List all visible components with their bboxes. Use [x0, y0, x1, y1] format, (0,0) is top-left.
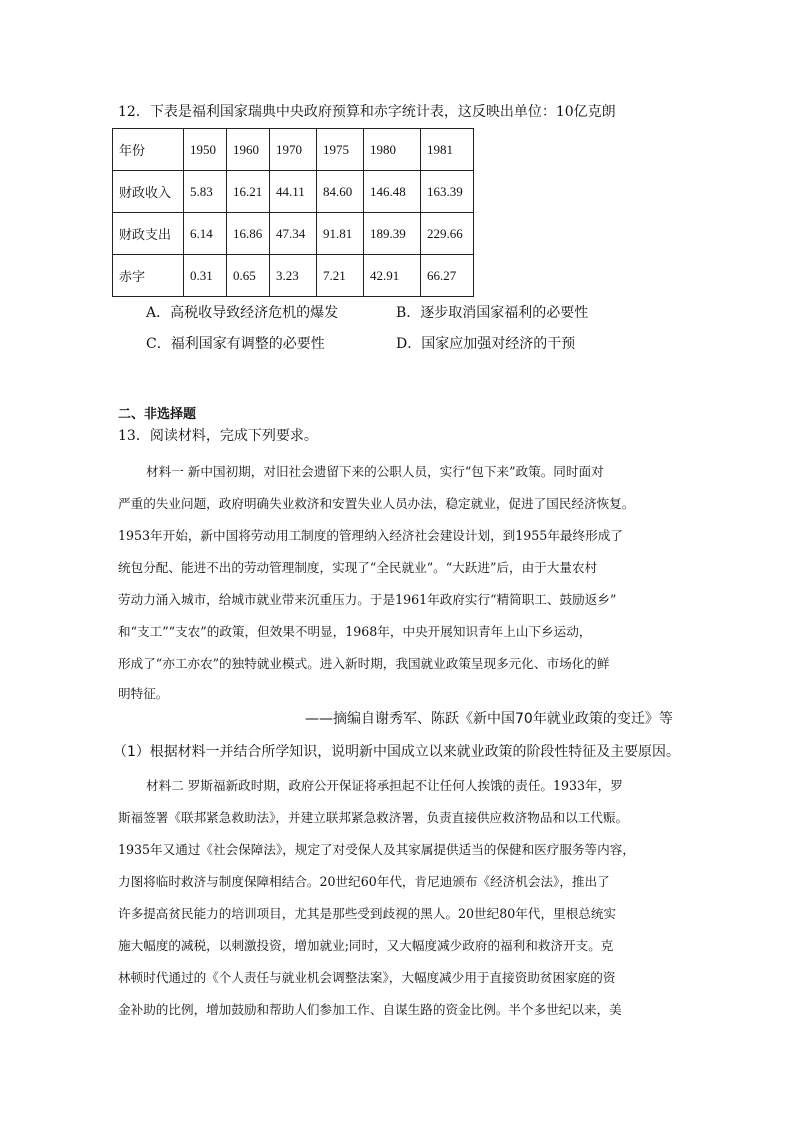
table-header-cell: 1950	[184, 129, 227, 171]
material-1-line: 严重的失业问题，政府明确失业救济和安置失业人员办法，稳定就业，促进了国民经济恢复。	[118, 496, 635, 511]
table-cell: 5.83	[184, 171, 227, 213]
table-cell: 7.21	[317, 255, 364, 297]
question-12-stem: 12．下表是福利国家瑞典中央政府预算和赤字统计表，这反映出单位：10亿克朗	[118, 104, 616, 120]
material-2-line: 施大幅度的减税，以刺激投资，增加就业;同时，又大幅度减少政府的福利和救济开支。克	[118, 938, 614, 953]
table-header-cell: 1980	[364, 129, 421, 171]
table-cell: 66.27	[421, 255, 474, 297]
table-cell: 42.91	[364, 255, 421, 297]
table-header-cell: 1981	[421, 129, 474, 171]
section-title: 二、非选择题	[118, 407, 197, 422]
material-2-line: 斯福签署《联邦紧急救助法》，并建立联邦紧急救济署，负责直接供应救济物品和以工代赈。	[118, 810, 629, 825]
material-2-line: 力图将临时救济与制度保障相结合。20世纪60年代，肯尼迪颁布《经济机会法》，推出了	[118, 874, 610, 889]
table-row	[113, 129, 474, 171]
table-row-label: 赤字	[113, 255, 184, 297]
sweden-budget-table	[112, 128, 474, 297]
option-d: D．国家应加强对经济的干预	[396, 336, 576, 352]
material-2-line: 1935年又通过《社会保障法》，规定了对受保人及其家属提供适当的保健和医疗服务等内容，	[118, 842, 635, 857]
table-header-cell: 1970	[270, 129, 317, 171]
material-2-line: 林顿时代通过的《个人责任与就业机会调整法案》，大幅度减少用于直接资助贫困家庭的资	[118, 970, 616, 985]
table-cell: 0.31	[184, 255, 227, 297]
table-cell: 84.60	[317, 171, 364, 213]
table-cell: 189.39	[364, 213, 421, 255]
table-row	[113, 255, 474, 297]
table-cell: 146.48	[364, 171, 421, 213]
material-1-line: 材料一 新中国初期，对旧社会遗留下来的公职人员，实行“包下来”政策。同时面对	[146, 464, 604, 479]
table-cell: 47.34	[270, 213, 317, 255]
table-header-cell: 1975	[317, 129, 364, 171]
option-c: C．福利国家有调整的必要性	[146, 336, 325, 352]
table-cell: 6.14	[184, 213, 227, 255]
table-row	[113, 213, 474, 255]
material-1-line: 劳动力涌入城市，给城市就业带来沉重压力。于是1961年政府实行“精简职工、鼓励返乡”	[118, 592, 617, 607]
source-attribution: ——摘编自谢秀军、陈跃《新中国70年就业政策的变迁》等	[305, 711, 673, 727]
table-cell: 16.21	[227, 171, 270, 213]
table-cell: 3.23	[270, 255, 317, 297]
table-cell: 16.86	[227, 213, 270, 255]
material-2-line: 许多提高贫民能力的培训项目，尤其是那些受到歧视的黑人。20世纪80年代，里根总统实	[118, 906, 617, 921]
table-row	[113, 171, 474, 213]
sub-question-1: （1）根据材料一并结合所学知识，说明新中国成立以来就业政策的阶段性特征及主要原因。	[113, 744, 680, 760]
option-a: A．高税收导致经济危机的爆发	[146, 305, 339, 321]
question-13-stem: 13．阅读材料，完成下列要求。	[118, 428, 318, 444]
table-header-cell: 1960	[227, 129, 270, 171]
table-cell: 163.39	[421, 171, 474, 213]
material-1-line: 明特征。	[118, 686, 169, 701]
table-cell: 229.66	[421, 213, 474, 255]
material-1-line: 1953年开始，新中国将劳动用工制度的管理纳入经济社会建设计划，到1955年最终形成了	[118, 528, 623, 543]
material-1-line: 统包分配、能进不出的劳动管理制度，实现了“全民就业”。“大跃进”后，由于大量农村	[118, 560, 598, 575]
table-cell: 0.65	[227, 255, 270, 297]
table-row-label: 财政收入	[113, 171, 184, 213]
table-row-label: 财政支出	[113, 213, 184, 255]
material-2-line: 金补助的比例，增加鼓励和帮助人们参加工作、自谋生路的资金比例。半个多世纪以来，美	[118, 1002, 622, 1017]
option-b: B．逐步取消国家福利的必要性	[396, 305, 589, 321]
material-1-line: 形成了“亦工亦农”的独特就业模式。进入新时期，我国就业政策呈现多元化、市场化的鲜	[118, 656, 610, 671]
table-cell: 44.11	[270, 171, 317, 213]
table-header-cell: 年份	[113, 129, 184, 171]
material-1-line: 和“支工”“支农”的政策，但效果不明显，1968年，中央开展知识青年上山下乡运动，	[118, 624, 592, 639]
material-2-line: 材料二 罗斯福新政时期，政府公开保证将承担起不让任何人挨饿的责任。1933年，罗	[146, 778, 623, 793]
table-cell: 91.81	[317, 213, 364, 255]
